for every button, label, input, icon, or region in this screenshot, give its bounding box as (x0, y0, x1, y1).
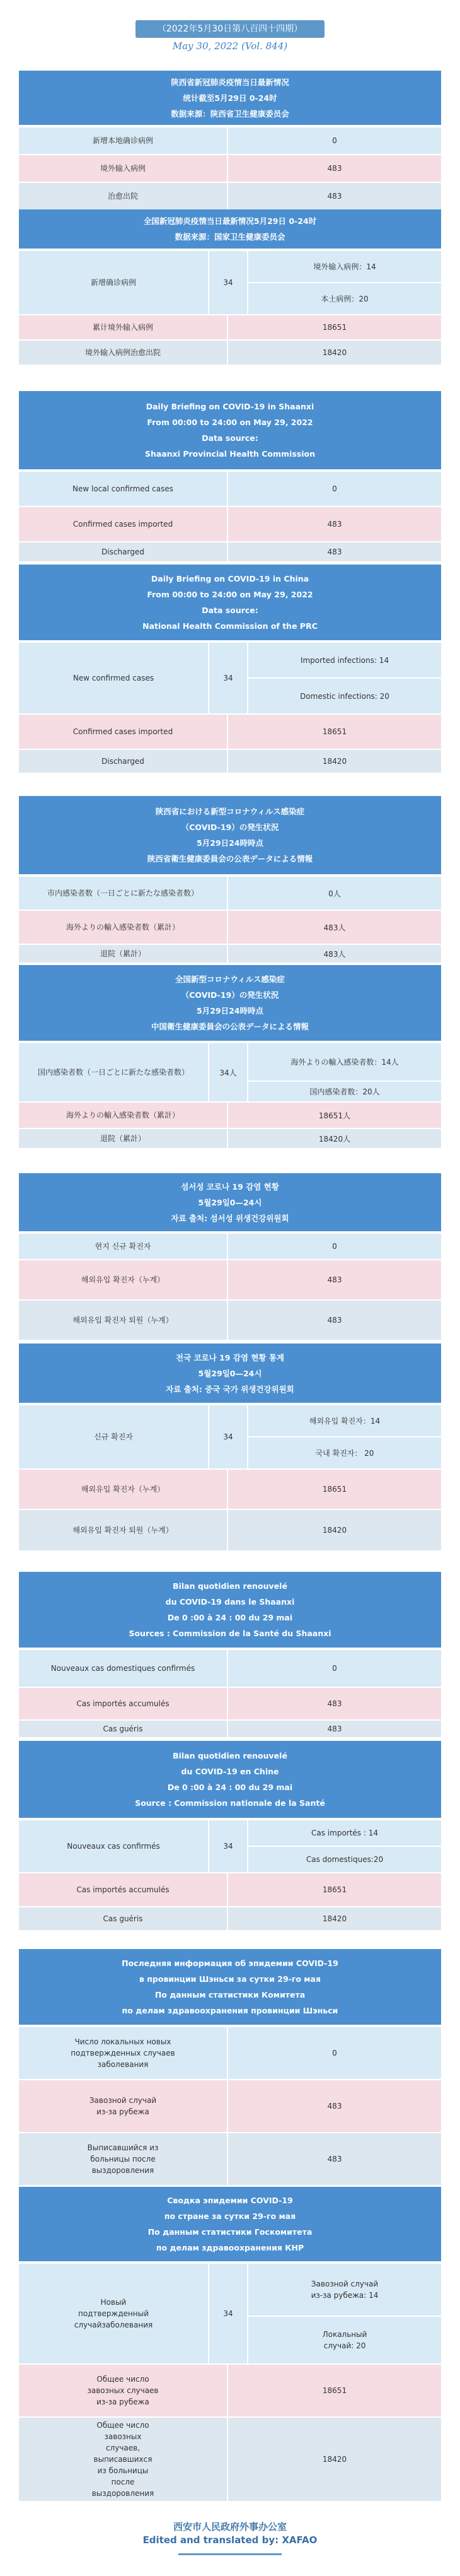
row-label: 境外输入病例治愈出院 (19, 341, 227, 365)
header-line: По данным статистики Комитета (154, 1990, 306, 1999)
header-line: Sources : Commission de la Santé du Shaanxi (129, 1629, 331, 1638)
row-label: 退院（累計） (19, 945, 227, 963)
row-value: 0 (228, 127, 441, 154)
fr-shaanxi-section (19, 1572, 441, 1737)
table-row (19, 911, 441, 944)
header-line: По данным статистики Госкомитета (147, 2227, 313, 2237)
row-label: Discharged (19, 542, 227, 561)
row-value: 18420 (228, 341, 441, 365)
issue-date-badge: （2022年5月30日第八百四十四期） (135, 20, 325, 38)
table-row (19, 945, 441, 963)
jp-shaanxi-header (19, 796, 441, 874)
row-value: 18420 (228, 2418, 441, 2501)
row-label: New local confirmed cases (19, 472, 227, 506)
row-label: Discharged (19, 750, 227, 773)
table-row (19, 877, 441, 910)
row-value: 483 (228, 507, 441, 541)
header-line: Data source: (202, 606, 258, 615)
table-row (19, 315, 441, 339)
header-line: по стране за сутки 29-го мая (164, 2211, 296, 2221)
row-label: 海外よりの輸入感染者数（累計） (19, 911, 227, 944)
row-label: Общее число завозных случаев из-за рубежа (19, 2365, 227, 2416)
row-value: 18651 (228, 315, 441, 339)
header-line: 中国衛生健康委員会の公表データによる情報 (151, 1022, 309, 1031)
imported-cases: 境外输入病例：14 (248, 251, 441, 282)
kr-china-section (19, 1344, 441, 1552)
row-label: Cas guéris (19, 1907, 227, 1930)
new-cases-total: 34 (209, 251, 247, 314)
fr-shaanxi-header (19, 1572, 441, 1648)
table-row (19, 2027, 441, 2079)
credit-line: Edited and translated by: XAFAO (142, 2534, 318, 2546)
row-value: 18651 (228, 715, 441, 749)
header-line: 자료 출처: 중국 국가 위생건강위원회 (166, 1384, 294, 1394)
header-line: 5月29日24時時点 (197, 1006, 263, 1016)
local-cases: 국내 확진자： 20 (248, 1437, 441, 1468)
imported-cases: 해외유입 확진자：14 (248, 1405, 441, 1436)
header-line: 统计截至5月29日 0-24时 (183, 93, 277, 103)
local-cases: 本土病例：20 (248, 283, 441, 314)
row-label: 境外输入病例 (19, 155, 227, 182)
table-row (19, 2365, 441, 2416)
row-label: Число локальных новых подтвержденных случаев заболевания (19, 2027, 227, 2079)
kr-china-header (19, 1344, 441, 1403)
row-value: 0 (228, 2027, 441, 2079)
en-china-section (19, 565, 441, 773)
header-line: Последняя информация об эпидемии COVID-19 (122, 1958, 338, 1968)
fr-china-header (19, 1741, 441, 1818)
ru-shaanxi-section (19, 1949, 441, 2189)
row-label: Confirmed cases imported (19, 715, 227, 749)
table-row (19, 2133, 441, 2185)
local-cases: 国内感染者数：20人 (248, 1082, 441, 1101)
new-cases-total: 34 (209, 1405, 247, 1468)
imported-cases: Cas importés : 14 (248, 1820, 441, 1846)
jp-china-section (19, 965, 441, 1148)
new-cases-row (19, 643, 441, 713)
en-china-header (19, 565, 441, 640)
header-line: 全国新冠肺炎疫情当日最新情况5月29日 0-24时 (143, 216, 317, 226)
cn-china-section (19, 209, 441, 373)
header-line: 전국 코로나 19 감염 현황 통계 (176, 1352, 284, 1362)
table-row (19, 1873, 441, 1906)
table-row (19, 1470, 441, 1509)
new-cases-row (19, 1820, 441, 1872)
row-label: Cas guéris (19, 1721, 227, 1737)
row-label: 市内感染者数（一日ごとに新たな感染者数） (19, 877, 227, 910)
header-line: 섬서성 코로나 19 감염 현황 (181, 1181, 279, 1191)
local-cases: Локальный случай: 20 (248, 2317, 441, 2363)
table-row (19, 183, 441, 209)
row-label: 新增本地确诊病例 (19, 127, 227, 154)
row-label: 신규 확진자 (19, 1405, 208, 1468)
jp-china-header (19, 965, 441, 1041)
header-line: National Health Commission of the PRC (142, 621, 318, 631)
row-label: Confirmed cases imported (19, 507, 227, 541)
new-cases-total: 34 (209, 1820, 247, 1872)
header-line: 5月29日24時時点 (197, 838, 263, 848)
table-row (19, 472, 441, 506)
row-label: 累计境外输入病例 (19, 315, 227, 339)
header-line: Data source: (202, 433, 258, 443)
row-value: 0 (228, 1234, 441, 1259)
header-line: 5월29일0—24시 (198, 1197, 262, 1207)
cn-shaanxi-section (19, 71, 441, 216)
row-value: 483 (228, 1260, 441, 1299)
fr-china-section (19, 1741, 441, 1930)
table-row (19, 341, 441, 365)
row-label: New confirmed cases (19, 643, 208, 713)
header-line: Daily Briefing on COVID-19 in Shaanxi (146, 402, 314, 411)
header-line: по делам здравоохранения КНР (156, 2243, 304, 2252)
header-line: Bilan quotidien renouvelé (173, 1581, 287, 1591)
header-line: du COVID-19 dans le Shaanxi (165, 1597, 295, 1607)
imported-cases: Завозной случай из-за рубежа: 14 (248, 2264, 441, 2315)
row-value: 18651 (228, 2365, 441, 2416)
table-row (19, 1907, 441, 1930)
row-value: 18420 (228, 1510, 441, 1550)
row-value: 0 (228, 472, 441, 506)
row-label: Завозной случай из-за рубежа (19, 2080, 227, 2132)
row-value: 483 (228, 1721, 441, 1737)
row-label: 国内感染者数（一日ごとに新たな感染者数） (19, 1043, 208, 1101)
local-cases: Cas domestiques:20 (248, 1847, 441, 1872)
header-line: （COVID-19）の発生状況 (181, 823, 279, 832)
header-line: 陝西省における新型コロナウィルス感染症 (155, 807, 305, 816)
header-line: De 0 :00 à 24 : 00 du 29 mai (167, 1613, 293, 1622)
row-value: 18651 (228, 1470, 441, 1509)
header-line: 陕西省新冠肺炎疫情当日最新情况 (171, 77, 289, 87)
new-cases-row (19, 1405, 441, 1468)
table-row (19, 1129, 441, 1148)
new-cases-row (19, 1043, 441, 1101)
row-value: 0人 (228, 877, 441, 910)
row-value: 18651人 (228, 1103, 441, 1128)
header-line: From 00:00 to 24:00 on May 29, 2022 (147, 590, 313, 599)
ru-china-header (19, 2187, 441, 2261)
header-line: Daily Briefing on COVID-19 in China (151, 574, 309, 583)
row-label: Cas importés accumulés (19, 1873, 227, 1906)
row-label: 해외유입 확진자（누계） (19, 1470, 227, 1509)
new-cases-row (19, 251, 441, 314)
header-line: в провинции Шэньси за сутки 29-го мая (139, 1974, 321, 1984)
row-value: 18420 (228, 750, 441, 773)
en-shaanxi-header (19, 391, 441, 469)
row-value: 18651 (228, 1873, 441, 1906)
row-value: 0 (228, 1650, 441, 1687)
header-line: 陝西省衛生健康委員会の公表データによる情報 (147, 854, 313, 864)
kr-shaanxi-header (19, 1173, 441, 1231)
row-value: 483 (228, 1688, 441, 1719)
table-row (19, 1234, 441, 1259)
kr-shaanxi-section (19, 1173, 441, 1342)
table-row (19, 715, 441, 749)
row-label: 退院（累計） (19, 1129, 227, 1148)
table-row (19, 2080, 441, 2132)
row-value: 483人 (228, 945, 441, 963)
new-cases-total: 34 (209, 2264, 247, 2363)
row-label: Выписавшийся из больницы после выздоровления (19, 2133, 227, 2185)
row-label: Nouveaux cas domestiques confirmés (19, 1650, 227, 1687)
row-value: 483 (228, 155, 441, 182)
jp-shaanxi-section (19, 796, 441, 963)
table-row (19, 1510, 441, 1550)
new-cases-total: 34人 (209, 1043, 247, 1101)
header-line: （COVID-19）の発生状況 (181, 990, 279, 1000)
table-row (19, 542, 441, 561)
header-line: From 00:00 to 24:00 on May 29, 2022 (147, 418, 313, 427)
new-cases-row (19, 2264, 441, 2363)
new-cases-total: 34 (209, 643, 247, 713)
table-row (19, 1650, 441, 1687)
header-line: du COVID-19 en Chine (181, 1767, 279, 1776)
row-value: 483 (228, 183, 441, 209)
row-label: Nouveaux cas confirmés (19, 1820, 208, 1872)
row-value: 483 (228, 2133, 441, 2185)
header-line: 全国新型コロナウィルス感染症 (175, 975, 285, 984)
row-label: Новый подтвержденный случайзаболевания (19, 2264, 208, 2363)
row-value: 483人 (228, 911, 441, 944)
header-line: по делам здравоохранения провинции Шэньси (122, 2006, 338, 2015)
local-cases: Domestic infections: 20 (248, 679, 441, 713)
header-line: 数据来源：国家卫生健康委员会 (175, 232, 285, 242)
header-line: Source : Commission nationale de la Santé (135, 1798, 325, 1808)
imported-cases: 海外よりの輸入感染者数：14人 (248, 1043, 441, 1080)
header-line: Shaanxi Provincial Health Commission (144, 449, 315, 459)
row-label: Cas importés accumulés (19, 1688, 227, 1719)
row-label: 해외유입 확진자 퇴원（누계） (19, 1510, 227, 1550)
footer-rule (178, 2553, 282, 2555)
table-row (19, 155, 441, 182)
header-line: Сводка эпидемии COVID-19 (167, 2196, 293, 2205)
row-label: 海外よりの輸入感染者数（累計） (19, 1103, 227, 1128)
imported-cases: Imported infections: 14 (248, 643, 441, 677)
row-value: 18420 (228, 1907, 441, 1930)
row-label: 治愈出院 (19, 183, 227, 209)
row-label: 해외유입 확진자（누계） (19, 1260, 227, 1299)
publisher-name: 西安市人民政府外事办公室 (173, 2521, 287, 2532)
table-row (19, 1260, 441, 1299)
table-row (19, 507, 441, 541)
row-label: Общее число завозных случаев, выписавшихся из больницы после выздоровления (19, 2418, 227, 2501)
header-line: Bilan quotidien renouvelé (173, 1751, 287, 1760)
issue-date-english: May 30, 2022 (Vol. 844) (172, 40, 288, 52)
table-row (19, 127, 441, 154)
row-value: 483 (228, 1301, 441, 1340)
table-row (19, 1688, 441, 1719)
table-row (19, 750, 441, 773)
header-line: 数据来源：陕西省卫生健康委员会 (171, 108, 289, 119)
table-row (19, 1103, 441, 1128)
header-line: 5월29일0—24시 (198, 1368, 262, 1378)
header-line: De 0 :00 à 24 : 00 du 29 mai (167, 1783, 293, 1792)
row-label: 해외유입 확진자 퇴원（누계） (19, 1301, 227, 1340)
row-label: 新增确诊病例 (19, 251, 208, 314)
table-row (19, 1721, 441, 1737)
row-value: 18420人 (228, 1129, 441, 1148)
row-value: 483 (228, 2080, 441, 2132)
ru-shaanxi-header (19, 1949, 441, 2025)
ru-china-section (19, 2187, 441, 2502)
header-line: 자료 출처: 섬서성 위생건강위원회 (171, 1213, 289, 1223)
cn-shaanxi-header (19, 71, 441, 125)
cn-china-header (19, 209, 441, 249)
table-row (19, 1301, 441, 1340)
row-label: 현지 신규 확진자 (19, 1234, 227, 1259)
en-shaanxi-section (19, 391, 441, 561)
row-value: 483 (228, 542, 441, 561)
table-row (19, 2418, 441, 2501)
